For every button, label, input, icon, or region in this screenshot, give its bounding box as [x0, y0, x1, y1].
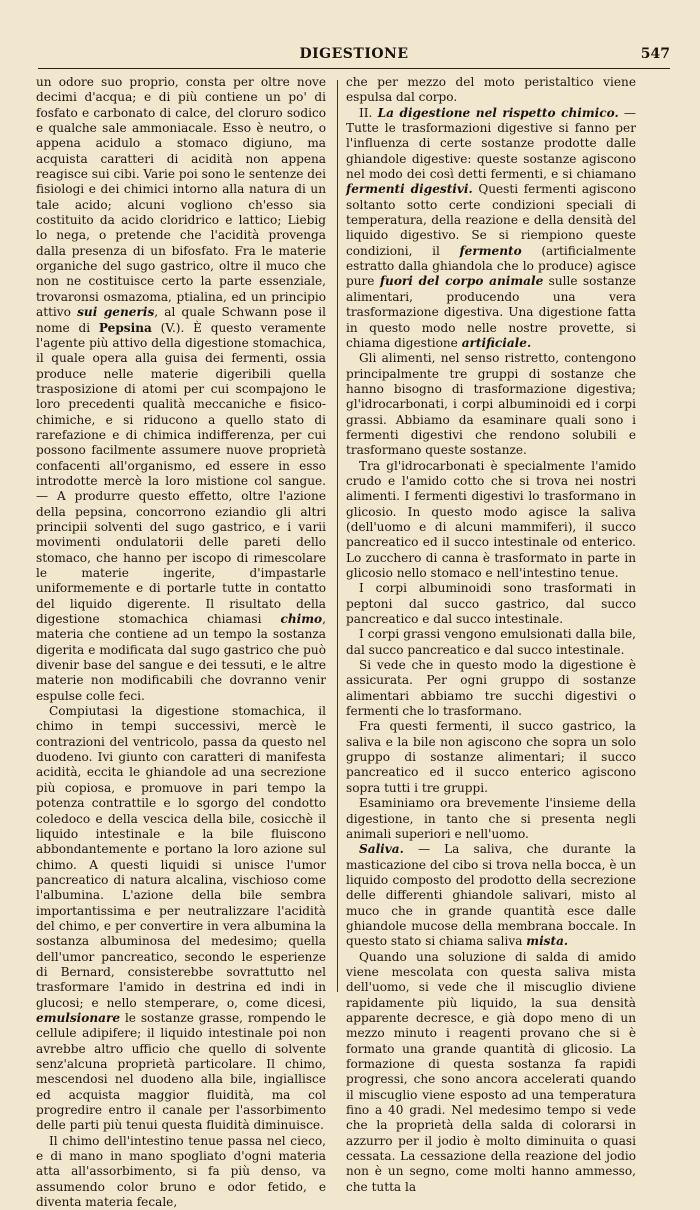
paragraph: che per mezzo del moto peristaltico viene espulsa dal corpo. [346, 75, 636, 105]
paragraph: I corpi grassi vengono emulsionati dalla bile, dal succo pancreatico e dal succo intestinale. [346, 627, 636, 657]
section-title: Saliva. [359, 842, 404, 857]
emphasis: sui generis [77, 305, 155, 320]
paragraph: un odore suo proprio, consta per oltre nove decimi d'acqua; e di più contiene un po' di fosfato e carbonato di calce, del cloruro sodico e qualche sale ammoniacale. Esso è neutro, o appena acidulo a stomaco digiuno, ma acquista caratteri di acidità non appena reagisce sui cibi. Varie poi sono le sentenze dei fisiologi e dei chimici intorno alla natura di un tale acido; alcuni vogliono ch'esso sia costituito da acido cloridrico e lattico; Liebig lo nega, o pretende che l'acidità provenga dalla presenza di un bifosfato. Fra le materie organiche del sugo gastrico, oltre il muco che non ne costituisce certo la parte essenziale, trovaronsi osmazoma, ptialina, ed un principio attivo sui generis, al quale Schwann pose il nome di Pepsina (V.). È questo veramente l'agente più attivo della digestione stomachica, il quale opera alla guisa dei fermenti, ossia produce nelle materie digeribili quella trasposizione di atomi per cui scompajono le loro precedenti qualità meccaniche e fisico-chimiche, e si riducono a quello stato di rarefazione e di chimica indifferenza, per cui possono facilmente assumere nuove proprietà confacenti all'organismo, ed essere in esso introdotte mercè la loro mistione col sangue. — A produrre questo effetto, oltre l'azione della pepsina, concorrono eziandio gli altri principii solventi del sugo gastrico, e i varii movimenti ondulatorii delle pareti dello stomaco, che hanno per iscopo di rimescolare le materie ingerite, d'impastarle uniformemente e di portarle tutte in contatto del liquido digerente. Il risultato della digestione stomachica chiamasi chimo, materia che contiene ad un tempo la sostanza digerita e modificata dal sugo gastrico che può divenir base del sangue e dei tessuti, e le altre materie non modificabili che dovranno venir espulse colle feci. [36, 75, 326, 703]
emphasis: artificiale. [461, 335, 532, 350]
emphasis: fermento [459, 243, 522, 258]
emphasis: Pepsina [98, 320, 152, 335]
emphasis: fermenti digestivi. [346, 182, 473, 197]
column-divider [337, 80, 338, 992]
paragraph: Tra gl'idrocarbonati è specialmente l'amido crudo e l'amido cotto che si trova nei nostri alimenti. I fermenti digestivi lo trasformano in glicosio. In questo modo agisce la saliva (dell'uomo e di alcuni mammiferi), il succo pancreatico ed il succo intestinale od enterico. Lo zucchero di canna è trasformato in parte in glicosio nello stomaco e nell'intestino tenue. [346, 458, 636, 580]
emphasis: mista. [526, 934, 569, 949]
emphasis: emulsionare [36, 1010, 121, 1025]
paragraph: Si vede che in questo modo la digestione è assicurata. Per ogni gruppo di sostanze alimentari abbiamo tre succhi digestivi o fermenti che lo trasformano. [346, 658, 636, 719]
paragraph: Esaminiamo ora brevemente l'insieme della digestione, in tanto che si presenta negli animali superiori e nell'uomo. [346, 796, 636, 841]
section-title: La digestione nel rispetto chimico. [377, 105, 619, 120]
paragraph: Fra questi fermenti, il succo gastrico, la saliva e la bile non agiscono che sopra un solo gruppo di sostanze alimentari; il succo pancreatico ed il succo enterico agiscono sopra tutti i tre gruppi. [346, 719, 636, 795]
page-header [38, 46, 670, 69]
paragraph: Quando una soluzione di salda di amido viene mescolata con questa saliva mista dell'uomo, si vede che il miscuglio diviene rapidamente più liquido, la sua densità apparente decresce, e già dopo meno di un mezzo minuto i reagenti provano che si è formato una grande quantità di glicosio. La formazione di questa sostanza fa rapidi progressi, che sono ancora accelerati quando il miscuglio viene esposto ad una temperatura fino a 40 gradi. Nel medesimo tempo si vede che la proprietà della salda di colorarsi in azzurro per il jodio è molto diminuita o quasi cessata. La cessazione della reazione del jodio non è un segno, come molti hanno ammesso, che tutta la [346, 949, 636, 1194]
emphasis: fuori del corpo animale [379, 274, 544, 289]
right-column [346, 75, 636, 1194]
page-number: 547 [640, 46, 670, 62]
emphasis: chimo [280, 612, 323, 627]
running-title: DIGESTIONE [299, 46, 409, 62]
paragraph: I corpi albuminoidi sono trasformati in peptoni dal succo gastrico, dal succo pancreatico e dal succo intestinale. [346, 581, 636, 627]
left-column [36, 75, 326, 1210]
paragraph: Compiutasi la digestione stomachica, il chimo in tempi successivi, mercè le contrazioni del ventricolo, passa da questo nel duodeno. Ivi giunto con caratteri di manifesta acidità, eccita le ghiandole ad una secrezione più copiosa, e promuove in pari tempo la potenza contrattile e lo sgorgo del condotto coledoco e della vescica della bile, cosicchè il liquido intestinale e la bile fluiscono abbondantemente e portano la loro azione sul chimo. A questi liquidi si unisce l'umor pancreatico di natura alcalina, vischioso come l'albumina. L'azione della bile sembra importantissima e per neutralizzare l'acidità del chimo, e per convertire in vera albumina la sostanza albuminosa del medesimo; quella dell'umor pancreatico, secondo le esperienze di Bernard, consisterebbe sovrattutto nel trasformare l'amido in destrina ed indi in glucosi; e nello stemperare, o, come dicesi, emulsionare le sostanze grasse, rompendo le cellule adipifere; il liquido intestinale poi non avrebbe altro ufficio che quello di solvente senz'alcuna proprietà particolare. Il chimo, mescendosi nel duodeno alla bile, ingiallisce ed acquista maggior fluidità, ma col progredire entro il canale per l'assorbimento delle parti più tenui questa fluidità diminuisce. [36, 704, 326, 1133]
paragraph: Gli alimenti, nel senso ristretto, contengono principalmente tre gruppi di sostanze che hanno bisogno di trasformazione digestiva; gl'idrocarbonati, i corpi albuminoidi ed i corpi grassi. Abbiamo da esaminare quali sono i fermenti digestivi che rendono solubili e trasformano queste sostanze. [346, 351, 636, 458]
section-paragraph: II. La digestione nel rispetto chimico. — Tutte le trasformazioni digestive si fanno per l'influenza di certe sostanze prodotte dalle ghiandole digestive: queste sostanze agiscono nel modo dei così detti fermenti, e si chiamano fermenti digestivi. Questi fermenti agiscono soltanto sotto certe condizioni speciali di temperatura, della reazione e della densità del liquido digestivo. Se si riempiono queste condizioni, il fermento (artificialmente estratto dalla ghiandola che lo produce) agisce pure fuori del corpo animale sulle sostanze alimentari, producendo una vera trasformazione digestiva. Una digestione fatta in questo modo nelle nostre provette, si chiama digestione artificiale. [346, 105, 636, 350]
section-paragraph: Saliva. — La saliva, che durante la masticazione del cibo si trova nella bocca, è un liquido composto del prodotto della secrezione delle differenti ghiandole salivari, misto al muco che in grande quantità esce dalle ghiandole mucose della membrana boccale. In questo stato si chiama saliva mista. [346, 842, 636, 949]
paragraph: Il chimo dell'intestino tenue passa nel cieco, e di mano in mano spogliato d'ogni materia atta all'assorbimento, si fa più denso, va assumendo color bruno e odor fetido, e diventa materia fecale, [36, 1133, 326, 1210]
